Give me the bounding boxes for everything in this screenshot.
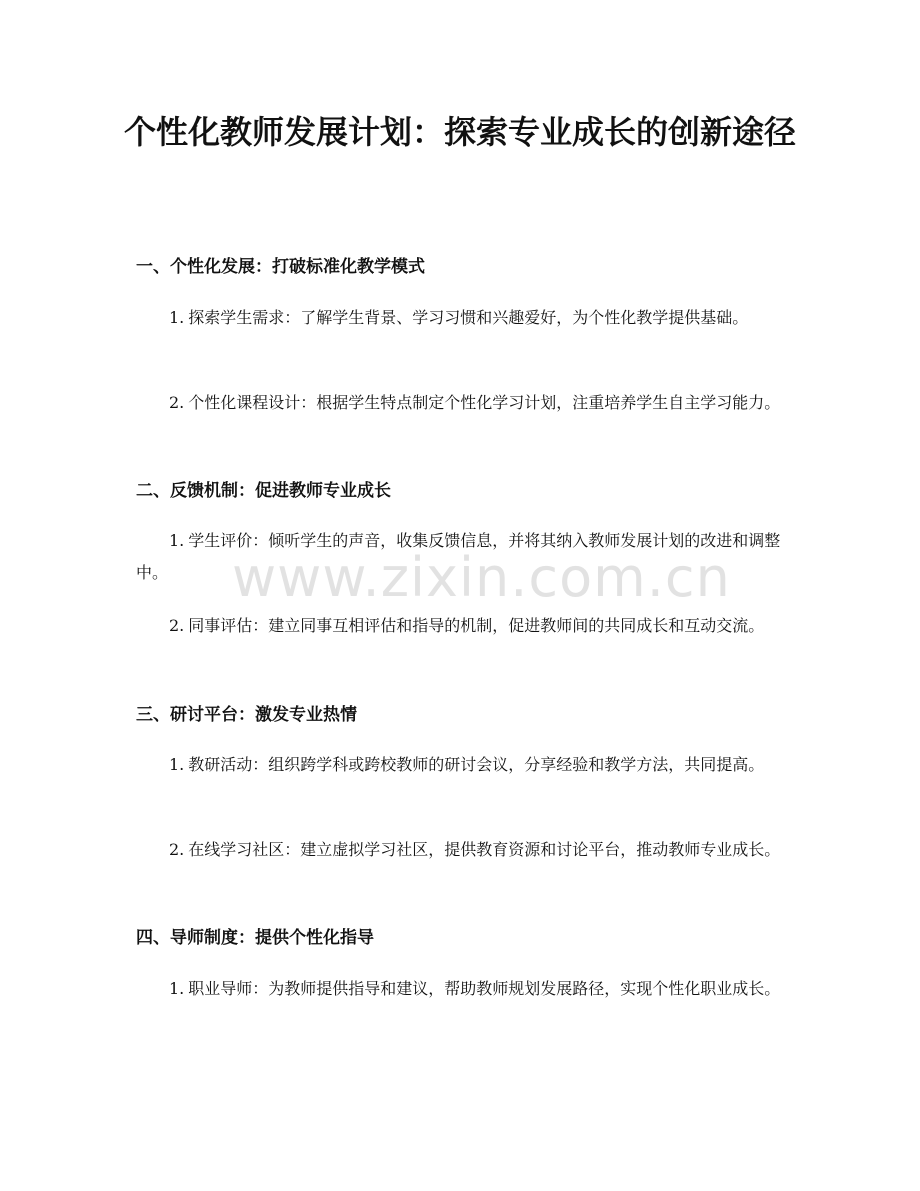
section-heading-4: 四、导师制度：提供个性化指导 [136, 928, 374, 948]
list-item-number: 1. [169, 979, 185, 998]
section-heading-2: 二、反馈机制：促进教师专业成长 [136, 481, 391, 501]
list-item-text: 个性化课程设计：根据学生特点制定个性化学习计划，注重培养学生自主学习能力。 [188, 393, 781, 412]
list-item [136, 610, 786, 642]
list-item [136, 973, 786, 1005]
list-item-text: 同事评估：建立同事互相评估和指导的机制，促进教师间的共同成长和互动交流。 [188, 616, 765, 635]
watermark: www.zixin.com.cn [232, 546, 731, 609]
page-title: 个性化教师发展计划：探索专业成长的创新途径 [123, 113, 796, 151]
list-item [136, 525, 786, 589]
list-item-text: 教研活动：组织跨学科或跨校教师的研讨会议，分享经验和教学方法，共同提高。 [188, 755, 765, 774]
list-item [136, 387, 786, 419]
list-item-number: 2. [169, 840, 185, 859]
section-heading-3: 三、研讨平台：激发专业热情 [136, 705, 357, 725]
list-item-number: 2. [169, 393, 185, 412]
list-item-number: 1. [169, 755, 185, 774]
list-item-number: 2. [169, 616, 185, 635]
section-heading-1: 一、个性化发展：打破标准化教学模式 [136, 257, 425, 277]
list-item-text: 探索学生需求：了解学生背景、学习习惯和兴趣爱好，为个性化教学提供基础。 [188, 308, 749, 327]
list-item-number: 1. [169, 531, 185, 550]
list-item-text: 在线学习社区：建立虚拟学习社区，提供教育资源和讨论平台，推动教师专业成长。 [188, 840, 781, 859]
list-item [136, 834, 786, 866]
list-item [136, 749, 786, 781]
list-item-text: 学生评价：倾听学生的声音，收集反馈信息，并将其纳入教师发展计划的改进和调整中。 [136, 531, 781, 582]
list-item-text: 职业导师：为教师提供指导和建议，帮助教师规划发展路径，实现个性化职业成长。 [188, 979, 781, 998]
list-item-number: 1. [169, 308, 185, 327]
list-item [136, 302, 786, 334]
